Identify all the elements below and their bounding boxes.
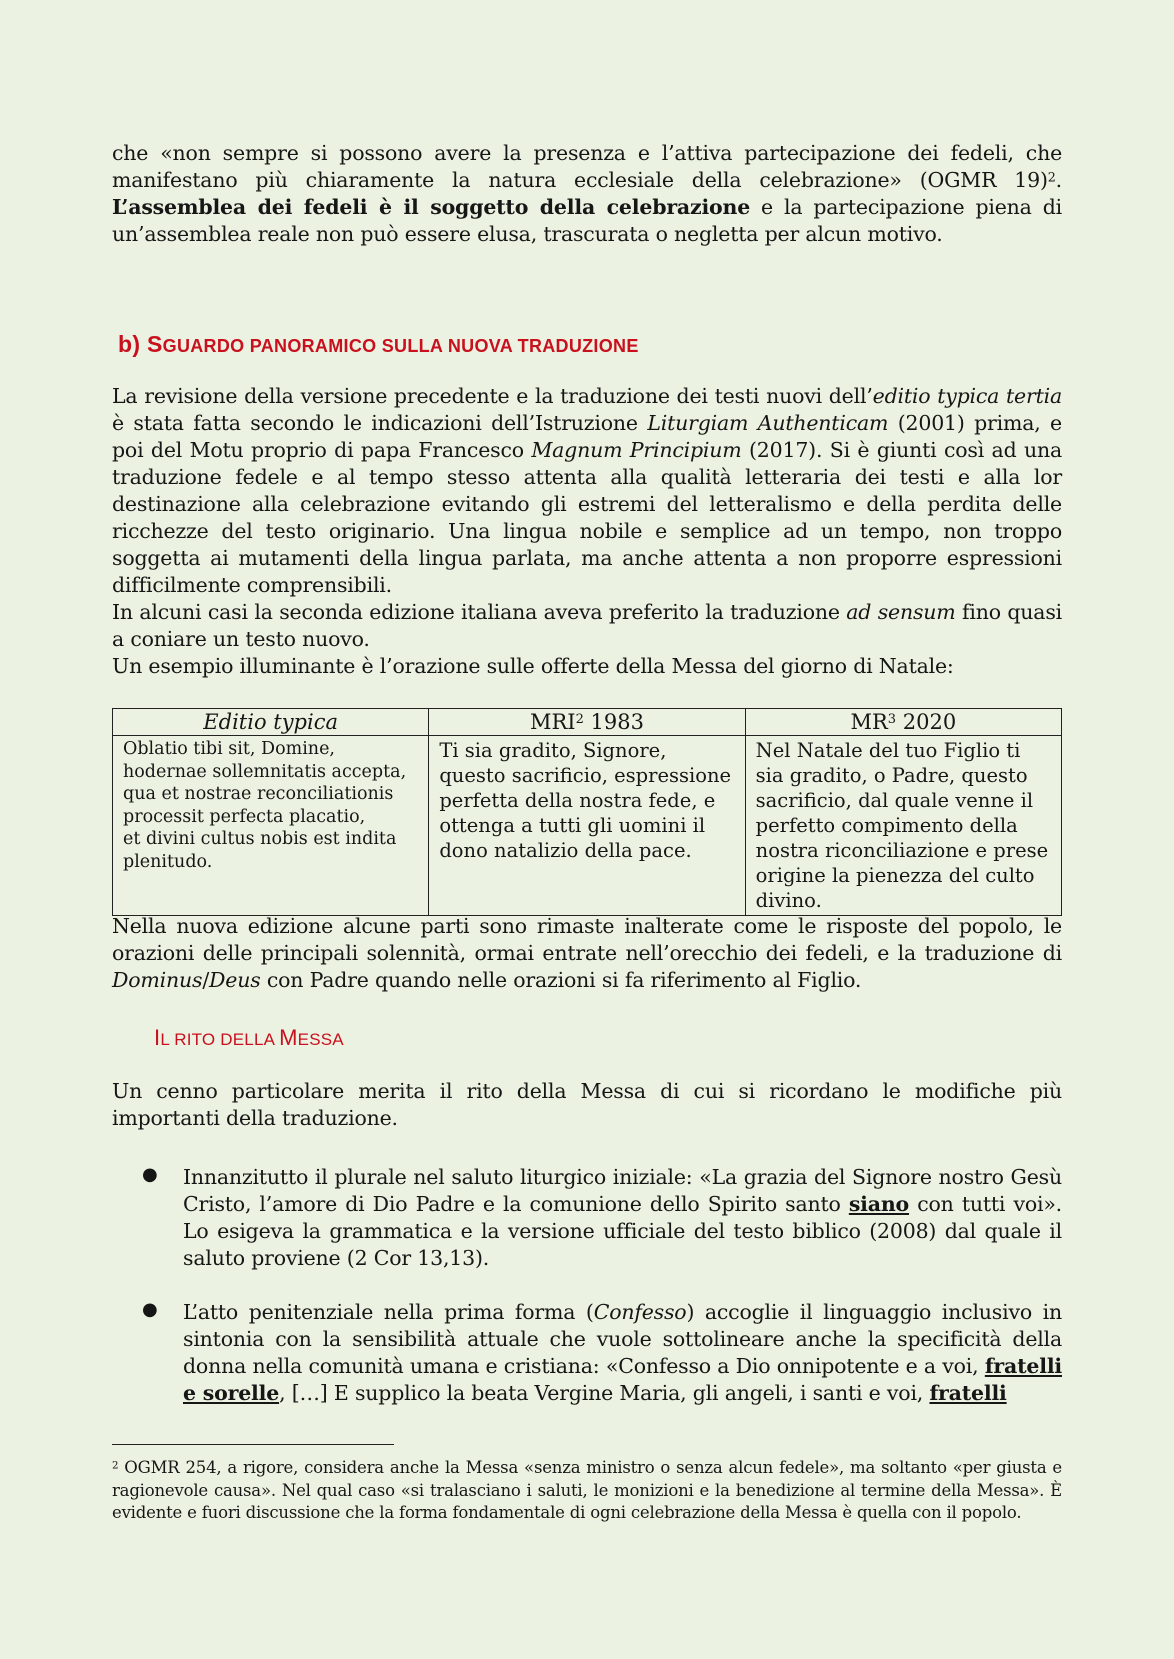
text: Innanzitutto il plurale nel saluto liturgico iniziale: «La grazia del Signore nostro Gesù Cristo, l’amore di Dio Padre e la comunione dello Spirito santo — [183, 1165, 1062, 1216]
header-text: MR — [850, 710, 888, 734]
column-header-editio-typica — [113, 709, 429, 736]
list-item — [112, 1299, 1062, 1407]
table-row — [113, 736, 1062, 916]
translation-table-wrap — [112, 708, 1062, 916]
intro-paragraph — [112, 140, 1062, 248]
footnote — [112, 1457, 1062, 1525]
text: (2001) prima, e poi del Motu proprio di papa Francesco — [112, 411, 1062, 462]
italic-title: Magnum Principium — [531, 438, 742, 462]
paragraph: Un esempio illuminante è l’orazione sulle offerte della Messa del giorno di Natale: — [112, 654, 954, 678]
text: Nella nuova edizione alcune parti sono rimaste inalterate come le risposte del popolo, le orazioni delle principali solennità, ormai entrate nell’orecchio dei fedeli, e la traduzione di — [112, 914, 1062, 965]
latin-text-cell — [113, 736, 429, 916]
intro-text: che «non sempre si possono avere la presenza e l’attiva partecipazione dei fedeli, che manifestano più chiaramente la natura ecclesiale della celebrazione» (OGMR 19) — [112, 141, 1062, 192]
heading-initial: M — [279, 1025, 298, 1050]
changes-list — [112, 1164, 1062, 1407]
unchanged-parts-paragraph — [112, 913, 1062, 994]
latin-line: plenitudo. — [123, 851, 213, 872]
italic-title: editio typica tertia — [872, 384, 1062, 408]
latin-line: qua et nostrae reconciliationis — [123, 784, 394, 804]
changes-list-wrap — [112, 1164, 1062, 1407]
heading-rest: L RITO DELLA — [160, 1030, 280, 1049]
edition-number: 3 — [887, 712, 897, 728]
section-initial: S — [147, 331, 163, 357]
heading-initial: I — [154, 1025, 161, 1050]
text: con Padre quando nelle orazioni si fa riferimento al Figlio. — [260, 968, 862, 992]
italic-title: Liturgiam Authenticam — [647, 411, 889, 435]
rito-intro-paragraph — [112, 1078, 1062, 1132]
section-heading-rito — [154, 1025, 1104, 1051]
intro-text: e la partecipazione piena di un’assemblea reale non può essere elusa, trascurata o negletta per alcun motivo. — [112, 195, 1062, 246]
mri-1983-cell: Ti sia gradito, Signore, questo sacrificio, espressione perfetta della nostra fede, e ottenga a tutti gli uomini il dono natalizio della pace. — [429, 736, 745, 916]
footnote-ref[interactable]: 2 — [1047, 169, 1056, 185]
heading-rest: ESSA — [297, 1030, 344, 1049]
text: Un cenno particolare merita il rito della Messa di cui si ricordano le modifiche più importanti della traduzione. — [112, 1079, 1062, 1130]
footnote-divider — [112, 1444, 394, 1445]
column-header-mr-2020 — [745, 709, 1061, 736]
latin-line: et divini cultus nobis est indita — [123, 829, 397, 849]
italic-word: Deus — [209, 968, 261, 992]
text: ) accoglie il linguaggio inclusivo in sintonia con la sensibilità attuale che vuole sottolineare anche la specificità della donna nella comunità umana e cristiana: «Confesso a Dio onnipotente e a voi, — [183, 1300, 1062, 1378]
text: In alcuni casi la seconda edizione italiana aveva preferito la traduzione — [112, 600, 847, 624]
bullet-icon: ● — [142, 1299, 158, 1320]
bullet-icon: ● — [142, 1164, 158, 1185]
header-text: 1983 — [583, 710, 644, 734]
paragraph — [112, 599, 1062, 653]
italic-phrase: ad sensum — [846, 600, 956, 624]
text: fino quasi a coniare un testo nuovo. — [112, 600, 1062, 651]
emphasized-phrase: fratelli e sorelle — [183, 1354, 1062, 1405]
section-heading-panorama — [118, 331, 1068, 358]
header-text: 2020 — [896, 710, 957, 734]
latin-line: processit perfecta placatio, — [123, 806, 366, 827]
text: , […] E supplico la beata Vergine Maria, gli angeli, i santi e voi, — [279, 1381, 930, 1405]
section-title-rest: GUARDO PANORAMICO SULLA NUOVA TRADUZIONE — [162, 336, 639, 356]
italic-word: Confesso — [593, 1300, 687, 1324]
table-header-row — [113, 709, 1062, 736]
footnote-text: OGMR 254, a rigore, considera anche la Messa «senza ministro o senza alcun fedele», ma soltanto «per giusta e ragionevole causa». Nel qual caso «si tralasciano i saluti, le monizioni e la benedizione al termine della Messa». È evidente e fuori discussione che la forma fondamentale di ogni celebrazione della Messa è quella con il popolo. — [112, 1458, 1062, 1522]
text: La revisione della versione precedente e la traduzione dei testi nuovi dell’ — [112, 384, 873, 408]
mr-2020-cell: Nel Natale del tuo Figlio ti sia gradito, o Padre, questo sacrificio, dal quale venne il perfetto compimento della nostra riconciliazione e prese origine la pienezza del culto divino. — [745, 736, 1061, 916]
text: L’atto penitenziale nella prima forma ( — [183, 1300, 594, 1324]
header-text: Editio typica — [203, 710, 339, 734]
text: (2017). Si è giunti così ad una traduzione fedele e al tempo stesso attenta alla qualità letteraria dei testi e alla lor destinazione alla celebrazione evitando gli estremi del letteralismo e della perdita delle ricchezze del testo originario. Una lingua nobile e semplice ad un tempo, non troppo soggetta ai mutamenti della lingua parlata, ma anche attenta a non proporre espressioni difficilmente comprensibili. — [112, 438, 1062, 597]
text: è stata fatta secondo le indicazioni dell’Istruzione — [112, 411, 648, 435]
intro-bold-text: L’assemblea dei fedeli è il soggetto della celebrazione — [112, 195, 751, 219]
section-prefix: b) — [118, 331, 147, 357]
panorama-body — [112, 383, 1062, 680]
text: con tutti voi». Lo esigeva la grammatica e la versione ufficiale del testo biblico (2008) dal quale il saluto proviene (2 Cor 13,13). — [183, 1192, 1063, 1270]
header-text: MRI — [529, 710, 576, 734]
emphasized-word: fratelli — [929, 1381, 1007, 1405]
italic-word: Dominus — [112, 968, 203, 992]
footnote-number: 2 — [112, 1460, 119, 1472]
paragraph — [112, 383, 1062, 599]
column-header-mri-1983 — [429, 709, 745, 736]
latin-line: Oblatio tibi sit, Domine, — [123, 739, 335, 759]
list-item — [112, 1164, 1062, 1272]
intro-text: . — [1055, 168, 1062, 192]
text: / — [202, 968, 210, 992]
edition-number: 2 — [575, 712, 584, 728]
emphasized-word: siano — [848, 1192, 910, 1216]
latin-line: hodernae sollemnitatis accepta, — [123, 761, 407, 782]
translation-comparison-table — [112, 708, 1062, 916]
